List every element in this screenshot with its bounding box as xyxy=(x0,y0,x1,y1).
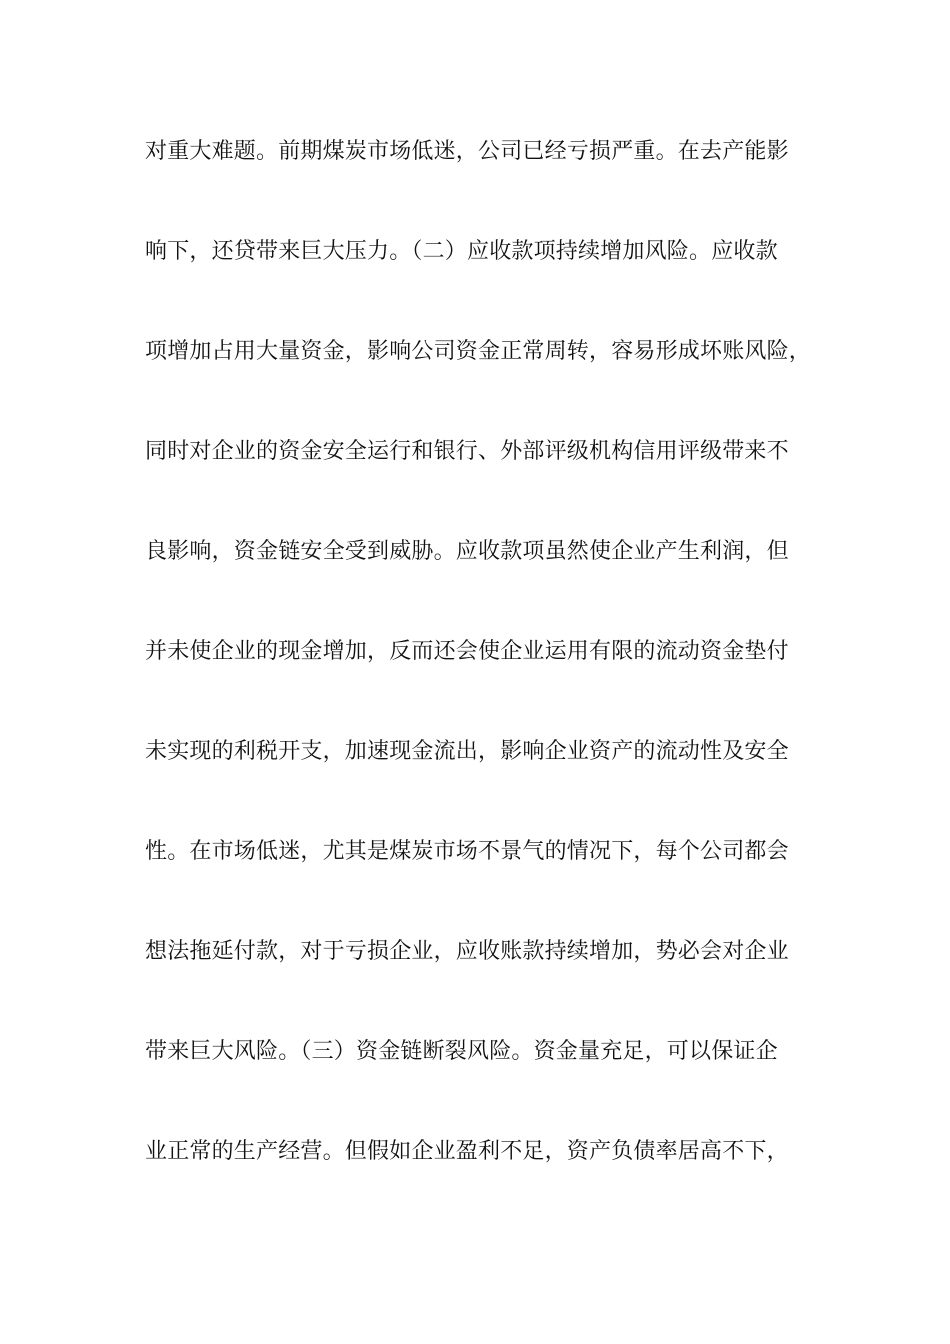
text-line: 带来巨大风险。（三）资金链断裂风险。资金量充足，可以保证企 xyxy=(145,1039,778,1064)
text-line: 未实现的利税开支，加速现金流出，影响企业资产的流动性及安全 xyxy=(145,739,789,764)
text-line: 并未使企业的现金增加，反而还会使企业运用有限的流动资金垫付 xyxy=(145,639,789,664)
text-line: 项增加占用大量资金，影响公司资金正常周转，容易形成坏账风险， xyxy=(145,339,812,364)
text-line: 业正常的生产经营。但假如企业盈利不足，资产负债率居高不下， xyxy=(145,1139,789,1164)
text-line: 响下，还贷带来巨大压力。（二）应收款项持续增加风险。应收款 xyxy=(145,239,778,264)
text-line: 对重大难题。前期煤炭市场低迷，公司已经亏损严重。在去产能影 xyxy=(145,139,789,164)
text-line: 同时对企业的资金安全运行和银行、外部评级机构信用评级带来不 xyxy=(145,439,789,464)
text-line: 想法拖延付款，对于亏损企业，应收账款持续增加，势必会对企业 xyxy=(145,939,789,964)
body-text xyxy=(145,130,825,1230)
text-line: 良影响，资金链安全受到威胁。应收款项虽然使企业产生利润，但 xyxy=(145,539,789,564)
text-line: 性。在市场低迷，尤其是煤炭市场不景气的情况下，每个公司都会 xyxy=(145,839,789,864)
